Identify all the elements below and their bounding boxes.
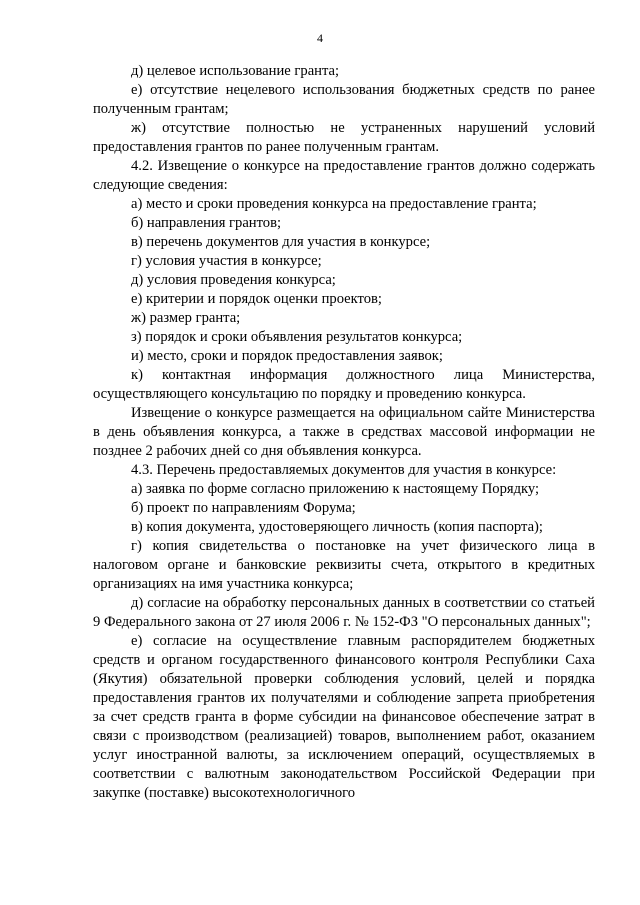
list-item: д) согласие на обработку персональных данных в соответствии со статьей 9 Федерального закона от 27 июля 2006 г. № 152-ФЗ "О персональных данных"; [93, 595, 595, 630]
section-heading-4-2: 4.2. Извещение о конкурсе на предоставление грантов должно содержать следующие сведения: [93, 158, 595, 193]
list-item: б) проект по направлениям Форума; [131, 500, 356, 516]
list-item: а) заявка по форме согласно приложению к настоящему Порядку; [131, 481, 540, 497]
list-item: в) копия документа, удостоверяющего личность (копия паспорта); [131, 519, 543, 535]
list-item: е) критерии и порядок оценки проектов; [131, 291, 382, 307]
list-item: з) порядок и сроки объявления результатов конкурса; [131, 329, 463, 345]
paragraph: Извещение о конкурсе размещается на официальном сайте Министерства в день объявления конкурса, а также в средствах массовой информации не позднее 2 рабочих дней со дня объявления конкурса. [93, 405, 595, 459]
page-number: 4 [317, 31, 323, 45]
paragraph: ж) отсутствие полностью не устраненных нарушений условий предоставления грантов по ранее полученным грантам. [93, 120, 595, 155]
list-item: б) направления грантов; [131, 215, 282, 231]
list-item: г) условия участия в конкурсе; [131, 253, 322, 269]
paragraph: д) целевое использование гранта; [131, 63, 340, 79]
list-item: е) согласие на осуществление главным распорядителем бюджетных средств и органом государственного финансового контроля Республики Саха (Якутия) обязательной проверки соблюдения условий, целей и порядка предоставления грантов их получателями и соблюдение запрета приобретения за счет средств гранта в форме субсидии на финансовое обеспечение затрат в связи с производством (реализацией) товаров, выполнением работ, оказанием услуг иностранной валюты, за исключением операций, осуществляемых в соответствии с валютным законодательством Российской Федерации при закупке (поставке) высокотехнологичного [93, 633, 595, 801]
list-item: к) контактная информация должностного лица Министерства, осуществляющего консультацию по порядку и проведению конкурса. [93, 367, 595, 402]
list-item: и) место, сроки и порядок предоставления заявок; [131, 348, 443, 364]
list-item: д) условия проведения конкурса; [131, 272, 336, 288]
section-heading-4-3: 4.3. Перечень предоставляемых документов для участия в конкурсе: [131, 462, 557, 478]
list-item: г) копия свидетельства о постановке на учет физического лица в налоговом органе и банковские реквизиты счета, открытого в кредитных организациях на имя участника конкурса; [93, 538, 595, 592]
paragraph: е) отсутствие нецелевого использования бюджетных средств по ранее полученным грантам; [93, 82, 595, 117]
document-body [93, 62, 595, 803]
list-item: ж) размер гранта; [131, 310, 241, 326]
list-item: а) место и сроки проведения конкурса на предоставление гранта; [131, 196, 537, 212]
list-item: в) перечень документов для участия в конкурсе; [131, 234, 431, 250]
